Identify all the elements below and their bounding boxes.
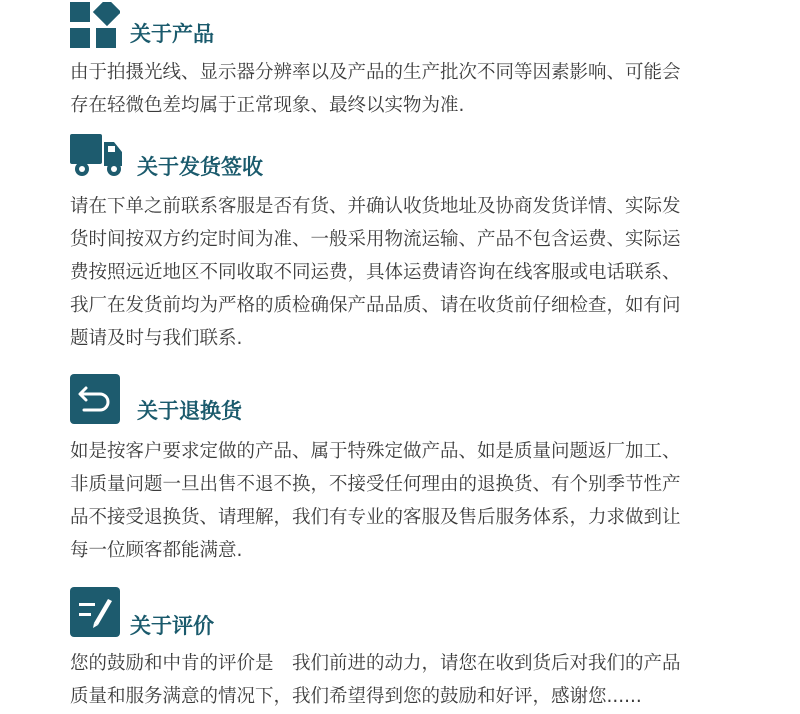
section-title: 关于产品 (130, 22, 214, 46)
paragraph-line: 存在轻微色差均属于正常现象、最终以实物为准. (70, 95, 465, 116)
paragraph-line: 题请及时与我们联系. (70, 328, 243, 349)
section-paragraph (70, 647, 735, 713)
paragraph-line: 每一位顾客都能满意. (70, 540, 243, 561)
return-arrow-icon (70, 374, 120, 424)
paragraph-line: 品不接受退换货、请理解，我们有专业的客服及售后服务体系，力求做到让 (70, 507, 681, 528)
paragraph-line: 我厂在发货前均为严格的质检确保产品品质、请在收货前仔细检查，如有问 (70, 295, 681, 316)
section-paragraph (70, 56, 735, 122)
paragraph-line: 非质量问题一旦出售不退不换，不接受任何理由的退换货、有个别季节性产 (70, 474, 681, 495)
paragraph-line: 由于拍摄光线、显示器分辨率以及产品的生产批次不同等因素影响、可能会 (70, 62, 681, 83)
paragraph-line: 质量和服务满意的情况下，我们希望得到您的鼓励和好评，感谢您...... (70, 686, 642, 707)
paragraph-line: 费按照远近地区不同收取不同运费，具体运费请咨询在线客服或电话联系、 (70, 262, 681, 283)
section-paragraph (70, 190, 735, 355)
section-title: 关于评价 (130, 614, 214, 638)
paragraph-line: 您的鼓励和中肯的评价是 我们前进的动力，请您在收到货后对我们的产品 (70, 653, 681, 674)
paragraph-line: 请在下单之前联系客服是否有货、并确认收货地址及协商发货详情、实际发 (70, 196, 681, 217)
section-paragraph (70, 435, 735, 567)
section-title: 关于退换货 (137, 399, 242, 423)
paragraph-line: 货时间按双方约定时间为准、一般采用物流运输、产品不包含运费、实际运 (70, 229, 681, 250)
grid-squares-icon (70, 2, 120, 52)
delivery-truck-icon (70, 132, 126, 178)
paragraph-line: 如是按客户要求定做的产品、属于特殊定做产品、如是质量问题返厂加工、 (70, 441, 681, 462)
edit-review-icon (70, 587, 120, 637)
section-title: 关于发货签收 (137, 155, 263, 179)
